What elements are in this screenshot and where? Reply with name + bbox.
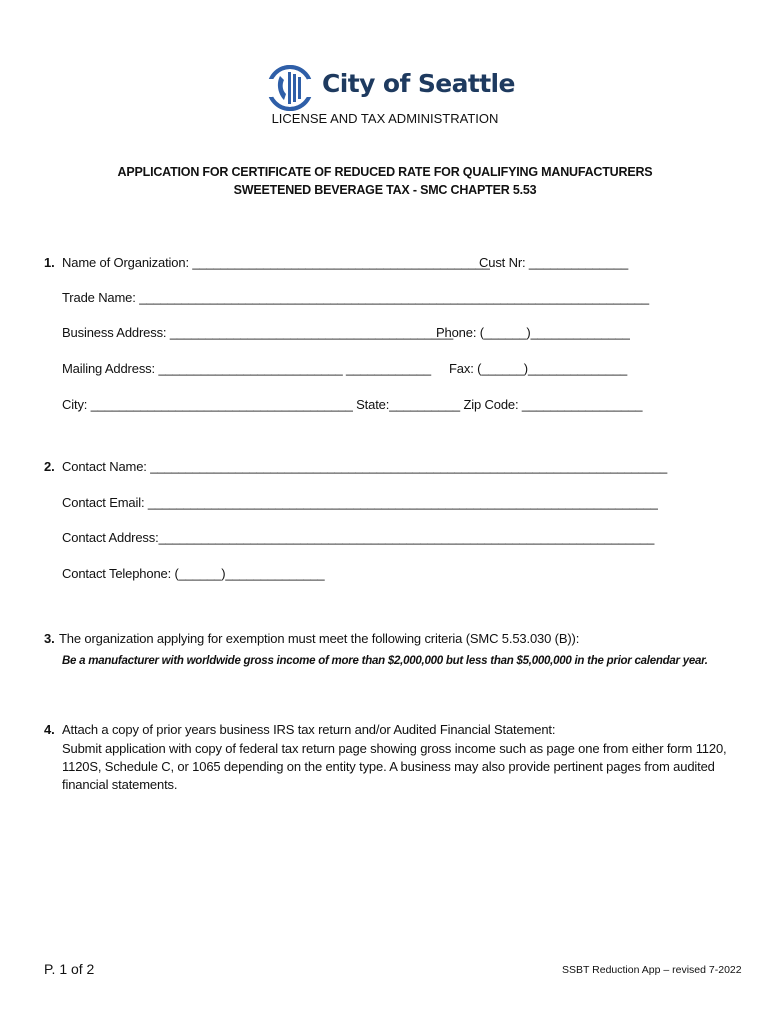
logo-text: City of Seattle bbox=[322, 69, 515, 98]
criteria-intro: The organization applying for exemption must meet the following criteria (SMC 5.53.030 (B)): bbox=[59, 631, 580, 646]
trade-name-field[interactable]: Trade Name: ________________________________________________________________________ bbox=[62, 290, 649, 305]
form-subtitle: SWEETENED BEVERAGE TAX - SMC CHAPTER 5.53 bbox=[233, 183, 537, 197]
contact-email-field[interactable]: Contact Email: ________________________________________________________________________ bbox=[62, 495, 658, 510]
contact-telephone-field[interactable]: Contact Telephone: (______)______________ bbox=[62, 566, 325, 581]
department-name: LICENSE AND TAX ADMINISTRATION bbox=[271, 111, 499, 126]
phone-field[interactable]: Phone: (______)______________ bbox=[436, 325, 630, 340]
contact-address-field[interactable]: Contact Address:______________________________________________________________________ bbox=[62, 530, 655, 545]
revision-note: SSBT Reduction App – revised 7-2022 bbox=[562, 964, 742, 976]
cust-nr-field[interactable]: Cust Nr: ______________ bbox=[479, 255, 629, 270]
section-2-number: 2. bbox=[44, 459, 55, 474]
section-3-number: 3. bbox=[44, 631, 55, 646]
fax-field[interactable]: Fax: (______)______________ bbox=[449, 361, 628, 376]
criteria-statement: Be a manufacturer with worldwide gross income of more than $2,000,000 but less than $5,000,000 in the prior calendar year. bbox=[62, 655, 708, 667]
section-4-number: 4. bbox=[44, 722, 55, 737]
mailing-address-field[interactable]: Mailing Address: __________________________ ____________ bbox=[62, 361, 431, 376]
city-seal-icon bbox=[266, 64, 314, 112]
city-logo bbox=[266, 62, 516, 112]
organization-name-field[interactable]: Name of Organization: __________________________________________ bbox=[62, 255, 490, 270]
contact-name-field[interactable]: Contact Name: _________________________________________________________________________ bbox=[62, 459, 668, 474]
attachment-instructions: Submit application with copy of federal tax return page showing gross income such as page one from either form 1120, 1120S, Schedule C, or 1065 depending on the entity type. A business may also provide pertinent pages from audited financial statements. bbox=[62, 741, 727, 792]
city-state-zip-field[interactable]: City: _____________________________________ State:__________ Zip Code: _________________ bbox=[62, 397, 643, 412]
business-address-field[interactable]: Business Address: ________________________________________ bbox=[62, 325, 454, 340]
section-1-number: 1. bbox=[44, 255, 55, 270]
page-number: P. 1 of 2 bbox=[44, 961, 95, 977]
attachment-heading: Attach a copy of prior years business IRS tax return and/or Audited Financial Statement: bbox=[62, 722, 556, 737]
form-title: APPLICATION FOR CERTIFICATE OF REDUCED RATE FOR QUALIFYING MANUFACTURERS bbox=[117, 165, 653, 179]
